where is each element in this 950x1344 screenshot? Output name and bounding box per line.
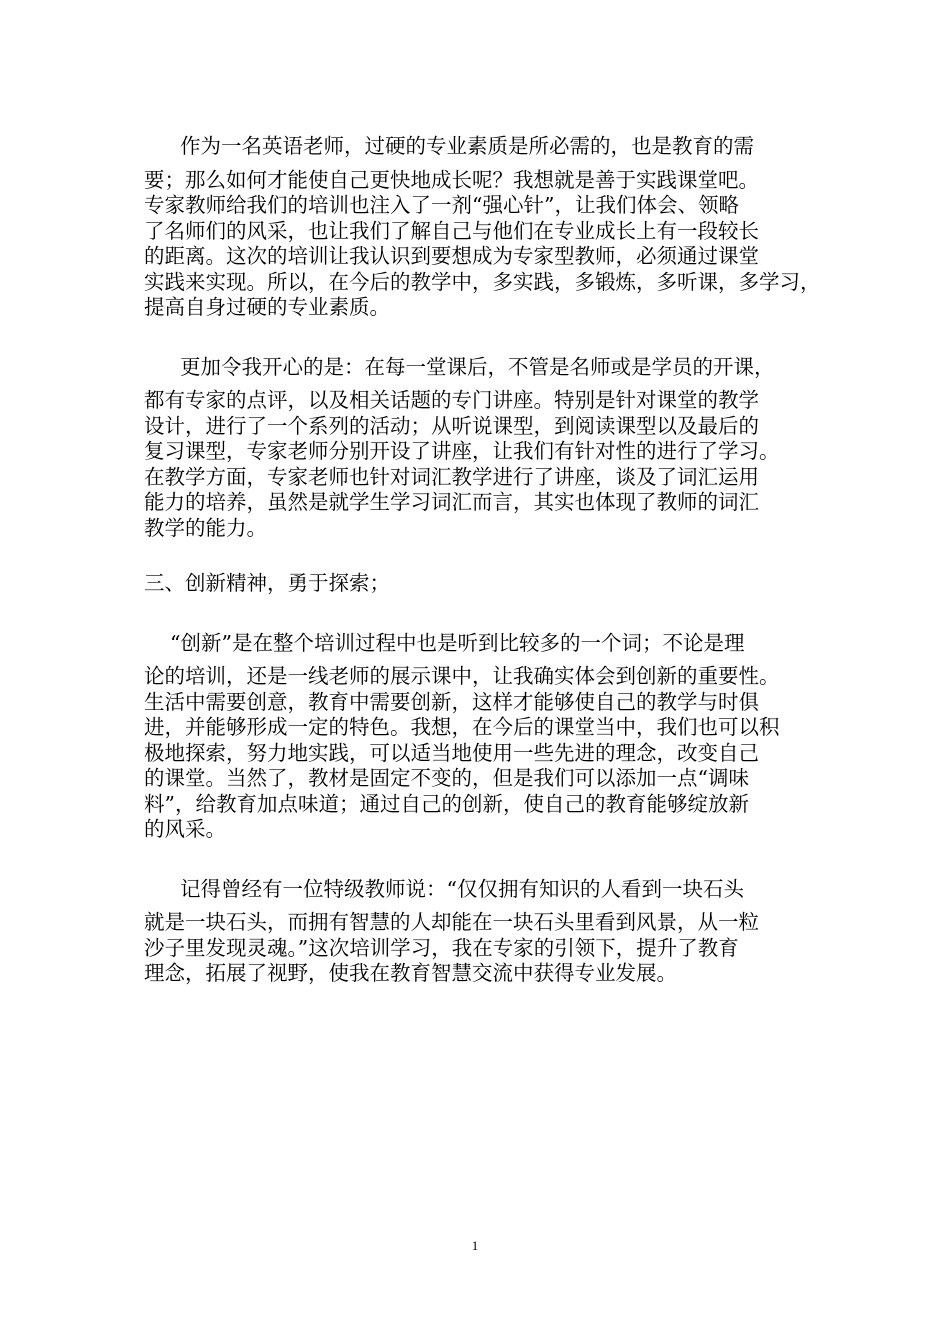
paragraph-line: 更加令我开心的是：在每一堂课后，不管是名师或是学员的开课，: [180, 354, 775, 379]
paragraph-spacer: [144, 321, 820, 355]
paragraph-line: 都有专家的点评，以及相关话题的专门讲座。特别是针对课堂的教学: [144, 388, 759, 412]
paragraph-line: 的课堂。当然了，教材是固定不变的，但是我们可以添加一点“调味: [144, 766, 749, 790]
paragraph-line: 在教学方面，专家老师也针对词汇教学进行了讲座，谈及了词汇运用: [144, 464, 759, 489]
paragraph-3: [144, 631, 820, 843]
page-number: 1: [471, 1238, 479, 1253]
paragraph-line: 设计，进行了一个系列的活动；从听说课型，到阅读课型以及最后的: [144, 413, 759, 438]
paragraph-line: 就是一块石头，而拥有智慧的人却能在一块石头里看到风景，从一粒: [144, 910, 759, 934]
document-body: [144, 134, 820, 987]
paragraph-4: [144, 877, 820, 987]
paragraph-spacer: [144, 541, 820, 571]
paragraph-line: 复习课型，专家老师分别开设了讲座，让我们有针对性的进行了学习。: [144, 439, 780, 463]
paragraph-line: 提高自身过硬的专业素质。: [144, 295, 390, 319]
paragraph-line: 进，并能够形成一定的特色。我想，在今后的课堂当中，我们也可以积: [144, 715, 780, 739]
paragraph-line: 要；那么如何才能使自己更快地成长呢？我想就是善于实践课堂吧。: [144, 167, 759, 192]
paragraph-line: 教学的能力。: [144, 515, 267, 540]
paragraph-spacer: [144, 597, 820, 631]
paragraph-line: 的距离。这次的培训让我认识到要想成为专家型教师，必须通过课堂: [144, 244, 759, 268]
paragraph-line: 论的培训，还是一线老师的展示课中，让我确实体会到创新的重要性。: [144, 664, 780, 688]
paragraph-line: 了名师们的风采，也让我们了解自己与他们在专业成长上有一段较长: [144, 218, 759, 243]
paragraph-line: 作为一名英语老师，过硬的专业素质是所必需的，也是教育的需: [180, 134, 754, 158]
paragraph-line: 理念，拓展了视野，使我在教育智慧交流中获得专业发展。: [144, 961, 677, 985]
paragraph-line: 能力的培养，虽然是就学生学习词汇而言，其实也体现了教师的词汇: [144, 490, 759, 514]
paragraph-2: [144, 355, 820, 542]
paragraph-line: 极地探索，努力地实践，可以适当地使用一些先进的理念，改变自己: [144, 740, 759, 765]
paragraph-line: 专家教师给我们的培训也注入了一剂“强心针”，让我们体会、领略: [144, 193, 739, 217]
paragraph-line: 生活中需要创意，教育中需要创新，这样才能够使自己的教学与时俱: [144, 689, 759, 714]
paragraph-line: 记得曾经有一位特级教师说：“仅仅拥有知识的人看到一块石头: [180, 876, 744, 901]
paragraph-1: [144, 134, 820, 321]
paragraph-spacer: [144, 843, 820, 877]
paragraph-line: “创新”是在整个培训过程中也是听到比较多的一个词；不论是理: [170, 630, 745, 655]
paragraph-line: 的风采。: [144, 817, 226, 841]
paragraph-line: 料”，给教育加点味道；通过自己的创新，使自己的教育能够绽放新: [144, 791, 749, 816]
section-heading: 三、创新精神，勇于探索；: [144, 571, 390, 595]
paragraph-line: 沙子里发现灵魂。”这次培训学习，我在专家的引领下，提升了教育: [144, 935, 739, 960]
paragraph-line: 实践来实现。所以，在今后的教学中，多实践，多锻炼，多听课，多学习，: [144, 269, 821, 294]
